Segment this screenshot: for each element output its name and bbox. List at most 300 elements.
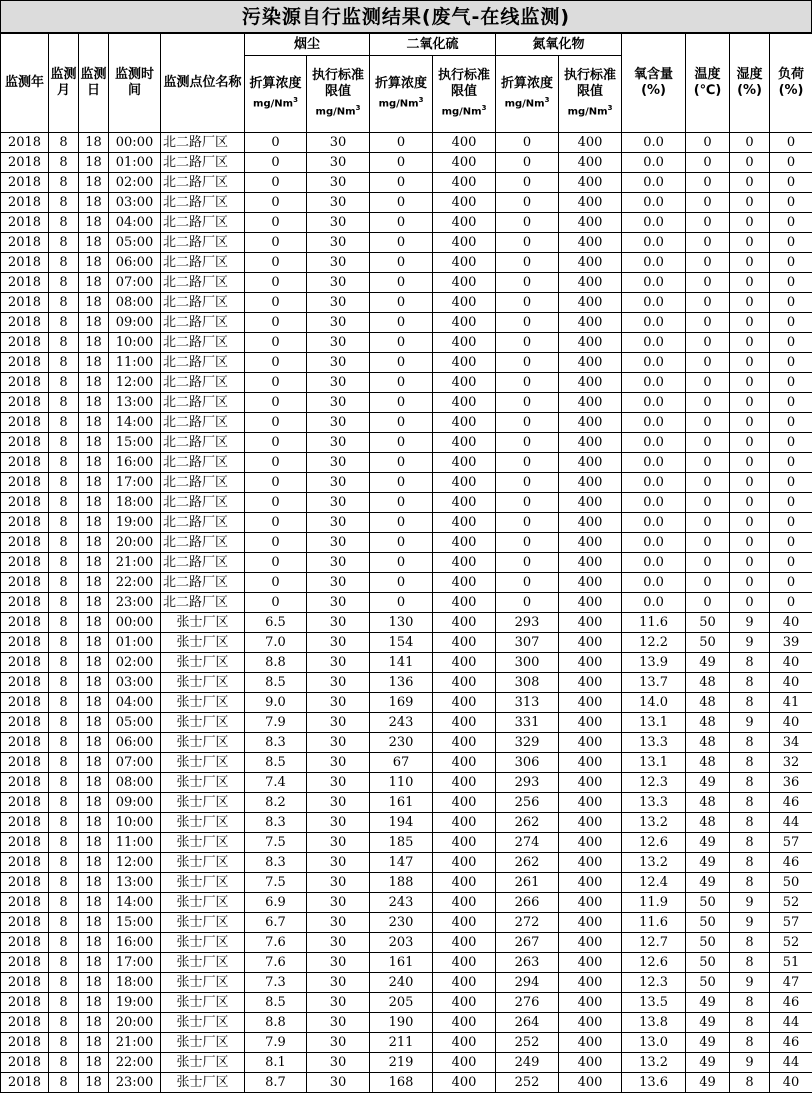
table-cell: 01:00 (109, 153, 161, 173)
table-cell: 北二路厂区 (161, 333, 245, 353)
table-cell: 12.2 (622, 633, 686, 653)
table-cell: 400 (433, 933, 496, 953)
table-cell: 0 (245, 433, 307, 453)
table-cell: 400 (433, 233, 496, 253)
table-cell: 18 (79, 353, 109, 373)
table-cell: 8 (49, 153, 79, 173)
table-cell: 44 (770, 1053, 812, 1073)
table-cell: 400 (559, 633, 622, 653)
table-cell: 张士厂区 (161, 773, 245, 793)
table-cell: 0 (770, 573, 812, 593)
table-cell: 0 (496, 353, 559, 373)
table-cell: 30 (307, 993, 370, 1013)
table-cell: 12.7 (622, 933, 686, 953)
table-cell: 400 (433, 813, 496, 833)
table-cell: 400 (559, 173, 622, 193)
table-cell: 400 (559, 733, 622, 753)
table-cell: 18 (79, 793, 109, 813)
table-cell: 0 (686, 333, 730, 353)
table-cell: 09:00 (109, 313, 161, 333)
table-cell: 2018 (1, 513, 49, 533)
table-row (1, 413, 812, 433)
table-cell: 30 (307, 1073, 370, 1093)
table-row (1, 173, 812, 193)
table-cell: 11.6 (622, 913, 686, 933)
table-cell: 400 (559, 873, 622, 893)
table-cell: 400 (433, 493, 496, 513)
table-cell: 8 (49, 673, 79, 693)
table-cell: 2018 (1, 213, 49, 233)
table-cell: 0 (770, 393, 812, 413)
table-cell: 张士厂区 (161, 833, 245, 853)
table-cell: 0 (686, 533, 730, 553)
table-cell: 9 (730, 613, 770, 633)
table-row (1, 1033, 812, 1053)
table-cell: 0 (686, 393, 730, 413)
table-cell: 0 (770, 473, 812, 493)
table-cell: 400 (559, 313, 622, 333)
table-row (1, 713, 812, 733)
table-cell: 30 (307, 353, 370, 373)
col-so2-conc: 折算浓度 mg/Nm$^3$ (370, 56, 433, 133)
table-cell: 0 (370, 533, 433, 553)
table-row (1, 1053, 812, 1073)
table-cell: 8.2 (245, 793, 307, 813)
table-cell: 331 (496, 713, 559, 733)
table-cell: 6.7 (245, 913, 307, 933)
unit-label: mg/Nm$^3$ (441, 103, 487, 118)
table-cell: 2018 (1, 733, 49, 753)
table-cell: 8 (49, 393, 79, 413)
table-cell: 8.8 (245, 1013, 307, 1033)
table-cell: 0 (770, 513, 812, 533)
table-cell: 0 (730, 593, 770, 613)
table-cell: 2018 (1, 533, 49, 553)
table-cell: 40 (770, 1073, 812, 1093)
table-cell: 400 (559, 693, 622, 713)
table-cell: 30 (307, 653, 370, 673)
table-cell: 北二路厂区 (161, 173, 245, 193)
table-cell: 0 (245, 553, 307, 573)
table-cell: 2018 (1, 193, 49, 213)
table-cell: 2018 (1, 293, 49, 313)
table-cell: 9 (730, 973, 770, 993)
table-cell: 30 (307, 913, 370, 933)
table-cell: 400 (433, 153, 496, 173)
table-cell: 44 (770, 1013, 812, 1033)
table-cell: 7.4 (245, 773, 307, 793)
table-cell: 0 (730, 353, 770, 373)
table-cell: 北二路厂区 (161, 413, 245, 433)
table-cell: 256 (496, 793, 559, 813)
table-cell: 8 (49, 633, 79, 653)
table-cell: 8 (49, 733, 79, 753)
table-cell: 2018 (1, 673, 49, 693)
col-month: 监测月 (49, 34, 79, 133)
table-cell: 30 (307, 433, 370, 453)
table-cell: 00:00 (109, 613, 161, 633)
table-cell: 13.3 (622, 733, 686, 753)
table-cell: 0 (245, 313, 307, 333)
table-cell: 01:00 (109, 633, 161, 653)
table-cell: 0 (770, 313, 812, 333)
table-cell: 249 (496, 1053, 559, 1073)
table-cell: 44 (770, 813, 812, 833)
table-cell: 0 (770, 373, 812, 393)
table-cell: 400 (433, 753, 496, 773)
table-cell: 8.3 (245, 813, 307, 833)
table-cell: 0 (245, 333, 307, 353)
table-cell: 400 (433, 733, 496, 753)
table-cell: 8 (49, 1073, 79, 1093)
table-cell: 0 (730, 293, 770, 313)
table-cell: 0 (245, 233, 307, 253)
table-cell: 18 (79, 853, 109, 873)
table-cell: 张士厂区 (161, 653, 245, 673)
table-cell: 400 (559, 913, 622, 933)
table-cell: 50 (686, 953, 730, 973)
table-cell: 30 (307, 193, 370, 213)
table-body (1, 133, 812, 1093)
table-cell: 8 (49, 533, 79, 553)
table-cell: 13.1 (622, 753, 686, 773)
table-cell: 8 (730, 773, 770, 793)
table-cell: 0 (245, 493, 307, 513)
table-cell: 30 (307, 613, 370, 633)
table-cell: 0 (245, 213, 307, 233)
table-cell: 306 (496, 753, 559, 773)
table-cell: 0 (245, 413, 307, 433)
table-cell: 0 (496, 313, 559, 333)
table-cell: 30 (307, 833, 370, 853)
table-cell: 6.9 (245, 893, 307, 913)
table-cell: 30 (307, 573, 370, 593)
table-cell: 18 (79, 133, 109, 153)
table-cell: 0 (770, 233, 812, 253)
table-cell: 0 (370, 173, 433, 193)
table-cell: 46 (770, 993, 812, 1013)
table-cell: 8 (49, 833, 79, 853)
table-cell: 67 (370, 753, 433, 773)
table-row (1, 353, 812, 373)
table-cell: 18 (79, 173, 109, 193)
table-cell: 0 (686, 253, 730, 273)
table-cell: 北二路厂区 (161, 293, 245, 313)
table-cell: 06:00 (109, 253, 161, 273)
table-cell: 13.7 (622, 673, 686, 693)
table-cell: 0 (245, 193, 307, 213)
table-row (1, 473, 812, 493)
table-row (1, 793, 812, 813)
table-cell: 0 (496, 273, 559, 293)
table-cell: 7.6 (245, 953, 307, 973)
table-cell: 400 (559, 653, 622, 673)
table-cell: 40 (770, 653, 812, 673)
table-cell: 400 (559, 273, 622, 293)
table-cell: 07:00 (109, 753, 161, 773)
table-cell: 230 (370, 913, 433, 933)
table-cell: 7.9 (245, 1033, 307, 1053)
table-cell: 0 (245, 353, 307, 373)
group-dust: 烟尘 (245, 34, 370, 56)
table-cell: 30 (307, 333, 370, 353)
table-cell: 张士厂区 (161, 733, 245, 753)
table-cell: 18 (79, 153, 109, 173)
table-cell: 0 (370, 133, 433, 153)
table-cell: 49 (686, 1033, 730, 1053)
table-cell: 2018 (1, 813, 49, 833)
table-cell: 18 (79, 293, 109, 313)
table-cell: 30 (307, 973, 370, 993)
table-cell: 0.0 (622, 153, 686, 173)
table-cell: 0 (730, 333, 770, 353)
table-row (1, 533, 812, 553)
table-cell: 8 (49, 1053, 79, 1073)
table-cell: 北二路厂区 (161, 233, 245, 253)
table-cell: 50 (686, 893, 730, 913)
table-cell: 20:00 (109, 1013, 161, 1033)
table-cell: 400 (433, 1033, 496, 1053)
table-cell: 13.2 (622, 1053, 686, 1073)
table-cell: 8 (730, 833, 770, 853)
table-cell: 0 (770, 293, 812, 313)
table-cell: 18 (79, 953, 109, 973)
table-cell: 400 (433, 633, 496, 653)
table-cell: 23:00 (109, 593, 161, 613)
table-cell: 0.0 (622, 133, 686, 153)
table-cell: 0 (770, 433, 812, 453)
table-cell: 8 (49, 293, 79, 313)
table-cell: 18 (79, 313, 109, 333)
table-cell: 2018 (1, 1033, 49, 1053)
table-row (1, 953, 812, 973)
table-cell: 49 (686, 1073, 730, 1093)
table-cell: 400 (559, 673, 622, 693)
table-cell: 0 (496, 453, 559, 473)
table-cell: 400 (559, 533, 622, 553)
table-cell: 21:00 (109, 1033, 161, 1053)
table-cell: 8 (49, 873, 79, 893)
table-cell: 0 (686, 233, 730, 253)
table-cell: 49 (686, 1013, 730, 1033)
table-cell: 400 (559, 973, 622, 993)
table-cell: 0 (496, 233, 559, 253)
table-cell: 0 (370, 453, 433, 473)
table-cell: 0 (686, 493, 730, 513)
table-cell: 0 (370, 153, 433, 173)
table-cell: 11:00 (109, 353, 161, 373)
table-cell: 北二路厂区 (161, 373, 245, 393)
table-cell: 400 (559, 833, 622, 853)
table-cell: 2018 (1, 253, 49, 273)
table-cell: 8 (49, 793, 79, 813)
table-cell: 30 (307, 393, 370, 413)
table-cell: 50 (686, 933, 730, 953)
table-cell: 08:00 (109, 293, 161, 313)
table-cell: 18 (79, 893, 109, 913)
table-cell: 9 (730, 713, 770, 733)
table-cell: 154 (370, 633, 433, 653)
table-cell: 12.6 (622, 833, 686, 853)
table-cell: 0 (730, 373, 770, 393)
table-cell: 0.0 (622, 453, 686, 473)
table-cell: 400 (433, 593, 496, 613)
table-cell: 0.0 (622, 433, 686, 453)
table-row (1, 493, 812, 513)
col-so2-limit: 执行标准限值 mg/Nm$^3$ (433, 56, 496, 133)
table-cell: 141 (370, 653, 433, 673)
table-cell: 30 (307, 473, 370, 493)
table-cell: 2018 (1, 153, 49, 173)
table-cell: 2018 (1, 453, 49, 473)
table-cell: 张士厂区 (161, 613, 245, 633)
table-cell: 262 (496, 853, 559, 873)
table-cell: 0.0 (622, 233, 686, 253)
table-row (1, 393, 812, 413)
table-row (1, 333, 812, 353)
table-cell: 0 (370, 373, 433, 393)
table-cell: 0 (245, 173, 307, 193)
table-cell: 0.0 (622, 493, 686, 513)
table-cell: 22:00 (109, 1053, 161, 1073)
table-row (1, 813, 812, 833)
table-cell: 8 (730, 993, 770, 1013)
table-cell: 2018 (1, 433, 49, 453)
table-cell: 8 (49, 473, 79, 493)
page-title: 污染源自行监测结果(废气-在线监测) (0, 0, 812, 33)
table-cell: 2018 (1, 833, 49, 853)
table-cell: 30 (307, 413, 370, 433)
table-cell: 205 (370, 993, 433, 1013)
table-cell: 0 (730, 153, 770, 173)
table-cell: 400 (559, 153, 622, 173)
table-row (1, 833, 812, 853)
table-cell: 0 (496, 473, 559, 493)
table-cell: 18 (79, 333, 109, 353)
table-cell: 30 (307, 453, 370, 473)
table-cell: 30 (307, 153, 370, 173)
table-cell: 400 (559, 993, 622, 1013)
table-cell: 49 (686, 1053, 730, 1073)
table-cell: 329 (496, 733, 559, 753)
table-cell: 9 (730, 893, 770, 913)
table-row (1, 913, 812, 933)
table-cell: 14:00 (109, 893, 161, 913)
table-cell: 203 (370, 933, 433, 953)
table-cell: 400 (433, 193, 496, 213)
table-cell: 2018 (1, 613, 49, 633)
table-cell: 18 (79, 233, 109, 253)
table-cell: 400 (433, 873, 496, 893)
table-cell: 0 (496, 573, 559, 593)
group-so2: 二氧化硫 (370, 34, 496, 56)
table-cell: 0 (686, 273, 730, 293)
table-cell: 18 (79, 513, 109, 533)
table-cell: 22:00 (109, 573, 161, 593)
table-cell: 30 (307, 853, 370, 873)
table-cell: 0 (370, 313, 433, 333)
table-cell: 400 (559, 1033, 622, 1053)
table-cell: 52 (770, 933, 812, 953)
table-cell: 0 (496, 153, 559, 173)
table-cell: 0 (370, 413, 433, 433)
table-cell: 0 (686, 593, 730, 613)
table-cell: 308 (496, 673, 559, 693)
table-cell: 34 (770, 733, 812, 753)
table-cell: 0 (770, 153, 812, 173)
table-cell: 400 (559, 293, 622, 313)
table-cell: 18:00 (109, 973, 161, 993)
table-cell: 0 (686, 313, 730, 333)
table-cell: 30 (307, 1013, 370, 1033)
table-cell: 0 (496, 173, 559, 193)
table-cell: 30 (307, 633, 370, 653)
table-cell: 03:00 (109, 673, 161, 693)
table-cell: 0 (730, 173, 770, 193)
table-cell: 0.0 (622, 253, 686, 273)
table-cell: 0 (730, 433, 770, 453)
table-cell: 8 (49, 593, 79, 613)
table-cell: 8 (49, 1013, 79, 1033)
col-nox-limit: 执行标准限值 mg/Nm$^3$ (559, 56, 622, 133)
table-cell: 23:00 (109, 1073, 161, 1093)
table-cell: 40 (770, 713, 812, 733)
table-cell: 30 (307, 253, 370, 273)
table-cell: 2018 (1, 793, 49, 813)
table-row (1, 513, 812, 533)
table-cell: 18 (79, 833, 109, 853)
table-cell: 0 (370, 393, 433, 413)
table-cell: 18 (79, 673, 109, 693)
table-cell: 2018 (1, 313, 49, 333)
table-cell: 46 (770, 853, 812, 873)
table-cell: 00:00 (109, 133, 161, 153)
table-cell: 18 (79, 453, 109, 473)
table-cell: 2018 (1, 333, 49, 353)
table-cell: 8 (49, 973, 79, 993)
table-cell: 18 (79, 593, 109, 613)
table-cell: 0 (245, 133, 307, 153)
table-cell: 0 (496, 513, 559, 533)
table-cell: 8 (49, 613, 79, 633)
table-cell: 北二路厂区 (161, 393, 245, 413)
table-cell: 261 (496, 873, 559, 893)
table-cell: 0 (496, 293, 559, 313)
table-cell: 8 (49, 1033, 79, 1053)
table-cell: 50 (686, 613, 730, 633)
table-cell: 2018 (1, 953, 49, 973)
table-cell: 400 (559, 393, 622, 413)
table-cell: 2018 (1, 1073, 49, 1093)
table-cell: 0.0 (622, 353, 686, 373)
table-row (1, 973, 812, 993)
col-humidity: 湿度(%) (730, 34, 770, 133)
table-cell: 307 (496, 633, 559, 653)
table-cell: 21:00 (109, 553, 161, 573)
table-cell: 8 (49, 653, 79, 673)
table-cell: 0 (245, 293, 307, 313)
table-cell: 9 (730, 1053, 770, 1073)
table-cell: 张士厂区 (161, 1053, 245, 1073)
table-cell: 41 (770, 693, 812, 713)
table-cell: 北二路厂区 (161, 133, 245, 153)
table-cell: 400 (433, 713, 496, 733)
table-cell: 400 (433, 533, 496, 553)
table-cell: 8.5 (245, 753, 307, 773)
table-cell: 400 (433, 953, 496, 973)
table-cell: 12.4 (622, 873, 686, 893)
table-cell: 7.6 (245, 933, 307, 953)
